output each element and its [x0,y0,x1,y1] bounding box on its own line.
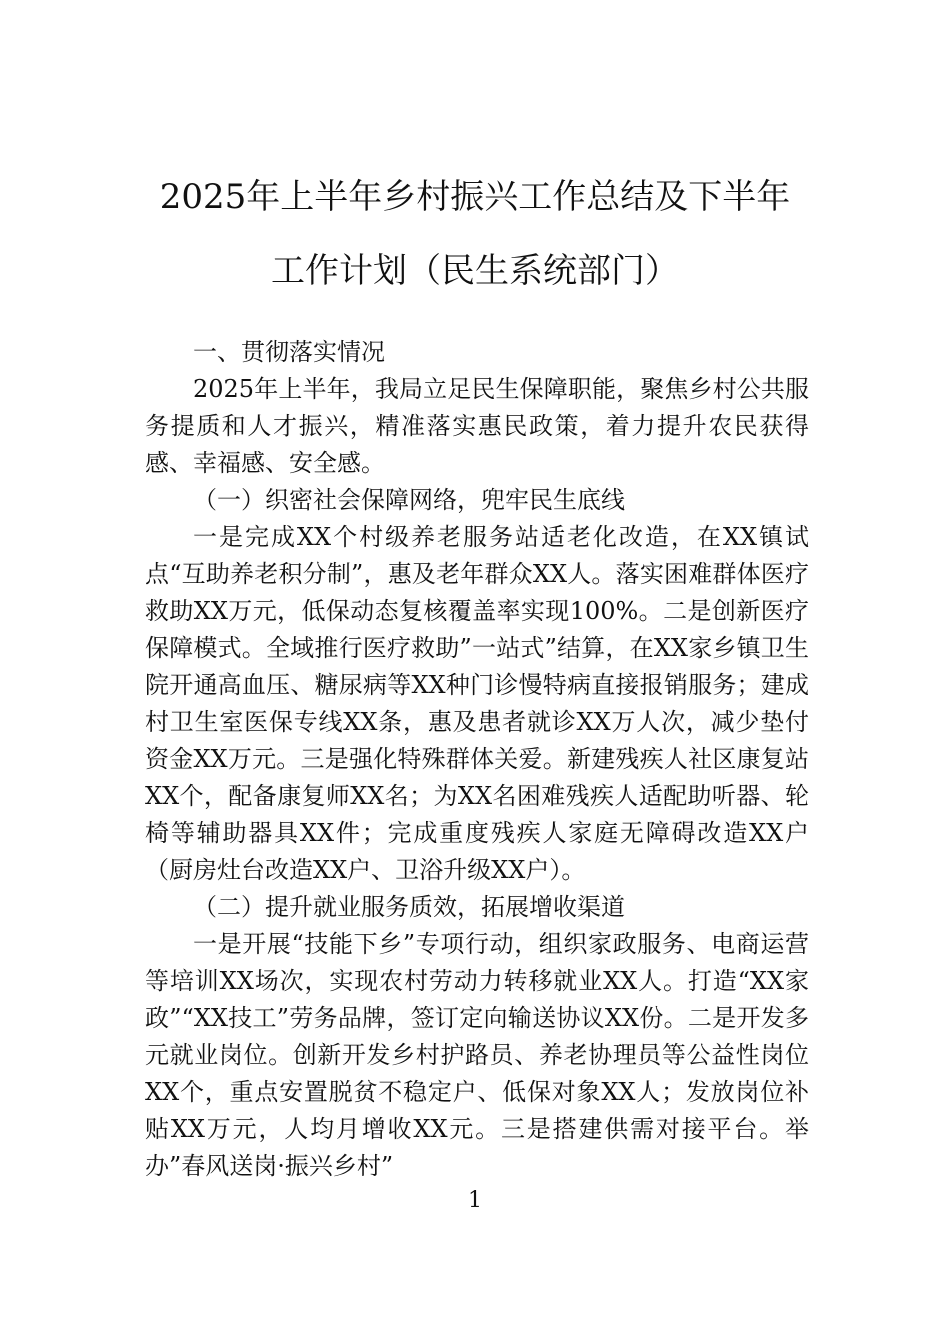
document-body [145,334,809,1185]
body-paragraph: 一是开展“技能下乡”专项行动，组织家政服务、电商运营等培训XX场次，实现农村劳动力转移就业XX人。打造“XX家政”“XX技工”劳务品牌，签订定向输送协议XX份。二是开发多元就业岗位。创新开发乡村护路员、养老协理员等公益性岗位XX个，重点安置脱贫不稳定户、低保对象XX人；发放岗位补贴XX万元，人均月增收XX元。三是搭建供需对接平台。举办”春风送岗·振兴乡村” [145,930,809,1180]
title-line-1: 2025年上半年乡村振兴工作总结及下半年 [159,177,791,217]
title-line-2: 工作计划（民生系统部门） [271,251,679,291]
subsection-heading: （一）织密社会保障网络，兜牢民生底线 [193,486,625,514]
page-number: 1 [468,1188,482,1213]
document-title [100,160,850,308]
section-heading: 一、贯彻落实情况 [193,338,385,366]
intro-paragraph: 2025年上半年，我局立足民生保障职能，聚焦乡村公共服务提质和人才振兴，精准落实惠民政策，着力提升农民获得感、幸福感、安全感。 [145,375,809,477]
subsection-heading: （二）提升就业服务质效，拓展增收渠道 [193,893,625,921]
body-paragraph: 一是完成XX个村级养老服务站适老化改造，在XX镇试点“互助养老积分制”，惠及老年群众XX人。落实困难群体医疗救助XX万元，低保动态复核覆盖率实现100%。二是创新医疗保障模式。全域推行医疗救助”一站式”结算，在XX家乡镇卫生院开通高血压、糖尿病等XX种门诊慢特病直接报销服务；建成村卫生室医保专线XX条，惠及患者就诊XX万人次，减少垫付资金XX万元。三是强化特殊群体关爱。新建残疾人社区康复站XX个，配备康复师XX名；为XX名困难残疾人适配助听器、轮椅等辅助器具XX件；完成重度残疾人家庭无障碍改造XX户（厨房灶台改造XX户、卫浴升级XX户）。 [145,523,809,884]
